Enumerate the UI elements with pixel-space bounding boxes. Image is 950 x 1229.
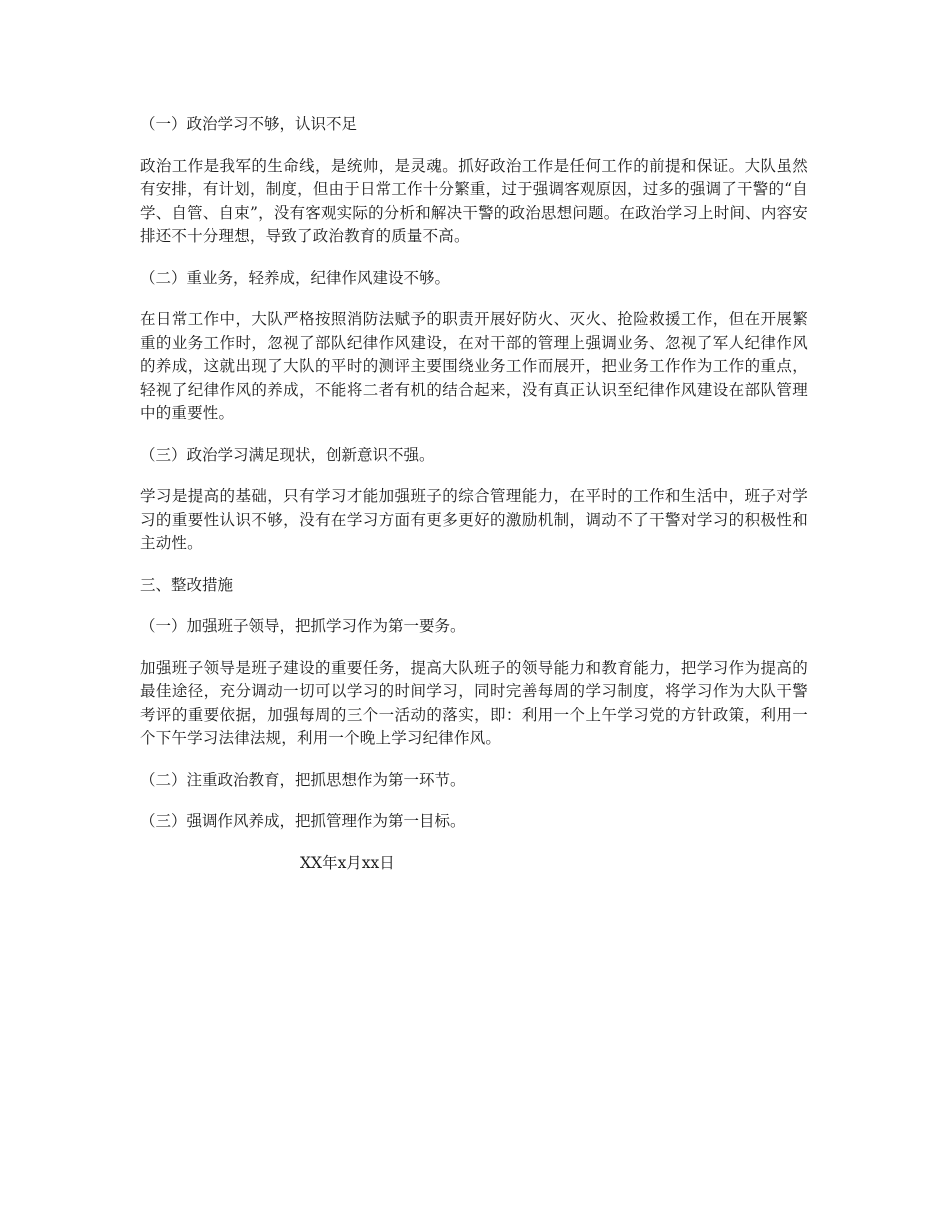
- paragraph-discipline: 在日常工作中，大队严格按照消防法赋予的职责开展好防火、灭火、抢险救援工作，但在开展繁重的业务工作时，忽视了部队纪律作风建设，在对干部的管理上强调业务、忽视了军人纪律作风的养成，这就出现了大队的平时的测评主要围绕业务工作而展开，把业务工作作为工作的重点，轻视了纪律作风的养成，不能将二者有机的结合起来，没有真正认识至纪律作风建设在部队管理中的重要性。: [140, 310, 808, 422]
- document-date: XX年x月xx日: [300, 853, 395, 872]
- section-heading-politics: （一）政治学习不够，认识不足: [140, 115, 358, 133]
- document-page: [140, 113, 808, 875]
- section-heading-discipline: （二）重业务，轻养成，纪律作风建设不够。: [140, 268, 451, 287]
- section-heading-innovation: （三）政治学习满足现状，创新意识不强。: [140, 445, 435, 464]
- measure-heading-leadership: （一）加强班子领导，把抓学习作为第一要务。: [140, 617, 466, 635]
- measure-heading-education: （二）注重政治教育，把抓思想作为第一环节。: [140, 770, 466, 789]
- paragraph-leadership: 加强班子领导是班子建设的重要任务，提高大队班子的领导能力和教育能力，把学习作为提高的最佳途径，充分调动一切可以学习的时间学习，同时完善每周的学习制度，将学习作为大队干警考评的重要依据，加强每周的三个一活动的落实，即：利用一个上午学习党的方针政策，利用一个下午学习法律法规，利用一个晚上学习纪律作风。: [140, 658, 808, 747]
- paragraph-innovation: 学习是提高的基础，只有学习才能加强班子的综合管理能力，在平时的工作和生活中，班子对学习的重要性认识不够，没有在学习方面有更多更好的激励机制，调动不了干警对学习的积极性和主动性。: [140, 487, 808, 552]
- paragraph-politics: 政治工作是我军的生命线，是统帅，是灵魂。抓好政治工作是任何工作的前提和保证。大队虽然有安排，有计划，制度，但由于日常工作十分繁重，过于强调客观原因，过多的强调了干警的“自学、自管、自束”，没有客观实际的分析和解决干警的政治思想问题。在政治学习上时间、内容安排还不十分理想，导致了政治教育的质量不高。: [140, 156, 808, 245]
- section-heading-measures: 三、整改措施: [140, 575, 234, 594]
- measure-heading-management: （三）强调作风养成，把抓管理作为第一目标。: [140, 812, 466, 830]
